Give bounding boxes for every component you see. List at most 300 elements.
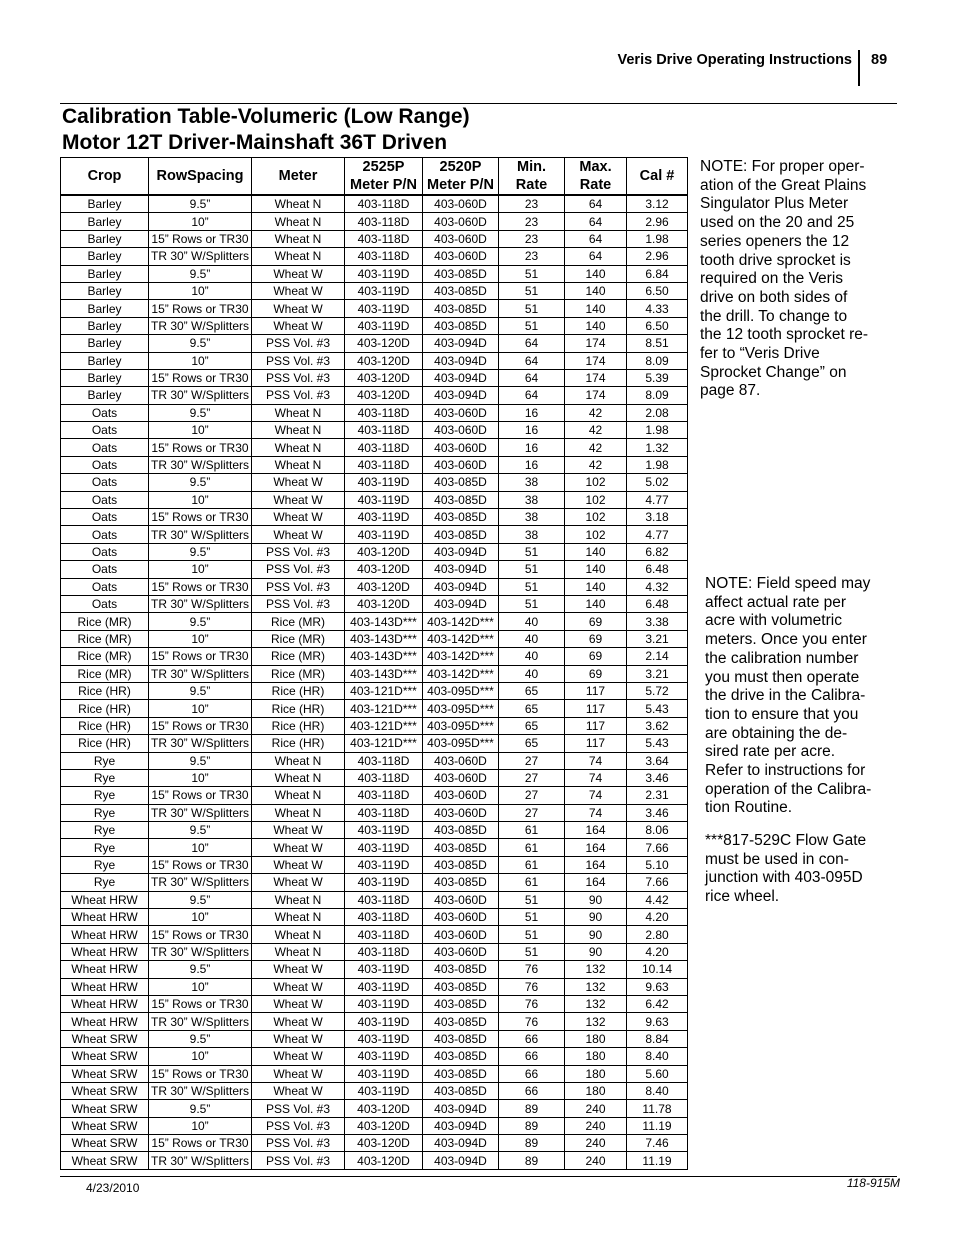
table-cell: 6.42 — [627, 995, 688, 1012]
table-cell: Wheat N — [252, 909, 345, 926]
table-cell: Barley — [61, 248, 149, 265]
table-cell: Oats — [61, 578, 149, 595]
table-cell: 51 — [499, 543, 565, 560]
table-cell: 15” Rows or TR30 — [149, 300, 252, 317]
table-cell: 1.32 — [627, 439, 688, 456]
table-cell: 89 — [499, 1100, 565, 1117]
table-header-row — [61, 158, 688, 196]
table-row — [61, 1013, 688, 1030]
table-cell: 140 — [565, 543, 627, 560]
table-cell: 89 — [499, 1152, 565, 1169]
table-cell: 403-060D — [423, 769, 499, 786]
table-cell: 1.98 — [627, 456, 688, 473]
table-row — [61, 874, 688, 891]
table-cell: 403-119D — [345, 300, 423, 317]
table-cell: Wheat W — [252, 995, 345, 1012]
table-cell: 6.82 — [627, 543, 688, 560]
table-cell: 117 — [565, 717, 627, 734]
table-cell: 403-120D — [345, 1117, 423, 1134]
table-cell: 51 — [499, 561, 565, 578]
table-cell: Wheat W — [252, 822, 345, 839]
table-cell: 403-119D — [345, 282, 423, 299]
table-cell: PSS Vol. #3 — [252, 1100, 345, 1117]
table-cell: Wheat SRW — [61, 1030, 149, 1047]
table-cell: 403-120D — [345, 578, 423, 595]
table-cell: 42 — [565, 439, 627, 456]
table-cell: Barley — [61, 213, 149, 230]
table-cell: 180 — [565, 1030, 627, 1047]
table-cell: Oats — [61, 439, 149, 456]
table-cell: 23 — [499, 230, 565, 247]
table-cell: Wheat N — [252, 787, 345, 804]
column-header — [149, 158, 252, 196]
table-cell: 2.96 — [627, 213, 688, 230]
table-cell: 65 — [499, 682, 565, 699]
table-cell: 66 — [499, 1030, 565, 1047]
table-cell: 15” Rows or TR30 — [149, 1135, 252, 1152]
table-cell: Wheat W — [252, 961, 345, 978]
table-cell: 403-118D — [345, 804, 423, 821]
column-header-line: Meter P/N — [427, 177, 494, 193]
table-cell: 403-142D*** — [423, 630, 499, 647]
table-row — [61, 474, 688, 491]
table-cell: Wheat SRW — [61, 1135, 149, 1152]
table-cell: 3.21 — [627, 630, 688, 647]
table-cell: 10” — [149, 839, 252, 856]
table-cell: 10” — [149, 978, 252, 995]
table-cell: 117 — [565, 700, 627, 717]
table-cell: 403-118D — [345, 422, 423, 439]
table-cell: 9.5” — [149, 335, 252, 352]
table-cell: 403-094D — [423, 352, 499, 369]
table-cell: TR 30” W/Splitters — [149, 804, 252, 821]
column-header-line: RowSpacing — [156, 168, 244, 184]
table-cell: Wheat N — [252, 769, 345, 786]
table-cell: 89 — [499, 1135, 565, 1152]
column-header — [345, 158, 423, 196]
table-cell: 64 — [499, 369, 565, 386]
table-cell: 1.98 — [627, 422, 688, 439]
table-cell: 76 — [499, 961, 565, 978]
table-cell: 403-143D*** — [345, 648, 423, 665]
table-cell: 27 — [499, 804, 565, 821]
table-row — [61, 1135, 688, 1152]
table-cell: 9.63 — [627, 978, 688, 995]
table-cell: 11.19 — [627, 1152, 688, 1169]
table-row — [61, 509, 688, 526]
table-cell: TR 30” W/Splitters — [149, 317, 252, 334]
table-cell: 51 — [499, 578, 565, 595]
table-cell: 69 — [565, 613, 627, 630]
table-cell: 403-118D — [345, 752, 423, 769]
table-cell: 403-119D — [345, 317, 423, 334]
table-cell: 403-085D — [423, 874, 499, 891]
table-cell: 42 — [565, 404, 627, 421]
table-cell: Oats — [61, 526, 149, 543]
table-cell: 9.5” — [149, 195, 252, 213]
column-header-line: Rate — [579, 177, 612, 193]
table-cell: Wheat W — [252, 1048, 345, 1065]
table-cell: 64 — [565, 230, 627, 247]
table-cell: 4.33 — [627, 300, 688, 317]
table-cell: 42 — [565, 456, 627, 473]
table-cell: 403-118D — [345, 213, 423, 230]
table-row — [61, 613, 688, 630]
table-cell: PSS Vol. #3 — [252, 387, 345, 404]
table-cell: 61 — [499, 822, 565, 839]
table-row — [61, 682, 688, 699]
table-cell: TR 30” W/Splitters — [149, 526, 252, 543]
table-cell: 403-120D — [345, 595, 423, 612]
table-cell: 403-119D — [345, 874, 423, 891]
table-cell: PSS Vol. #3 — [252, 1152, 345, 1169]
table-cell: Wheat W — [252, 1013, 345, 1030]
table-cell: 403-119D — [345, 1048, 423, 1065]
table-row — [61, 856, 688, 873]
running-header-title: Veris Drive Operating Instructions — [617, 52, 852, 68]
table-cell: 7.66 — [627, 839, 688, 856]
table-cell: 240 — [565, 1152, 627, 1169]
table-row — [61, 230, 688, 247]
table-row — [61, 369, 688, 386]
column-header-line: Max. — [579, 159, 612, 175]
table-row — [61, 1100, 688, 1117]
table-row — [61, 648, 688, 665]
table-cell: 90 — [565, 891, 627, 908]
table-cell: Wheat W — [252, 265, 345, 282]
table-cell: 3.38 — [627, 613, 688, 630]
table-cell: Oats — [61, 491, 149, 508]
table-cell: Oats — [61, 561, 149, 578]
table-cell: 9.5” — [149, 1100, 252, 1117]
table-cell: 2.31 — [627, 787, 688, 804]
table-cell: 403-060D — [423, 230, 499, 247]
footer-date: 4/23/2010 — [86, 1181, 140, 1195]
table-cell: 403-121D*** — [345, 717, 423, 734]
table-cell: 15” Rows or TR30 — [149, 995, 252, 1012]
title-line-1: Calibration Table-Volumeric (Low Range) — [62, 105, 470, 128]
table-cell: 174 — [565, 387, 627, 404]
table-cell: 403-085D — [423, 509, 499, 526]
table-cell: 403-060D — [423, 195, 499, 213]
table-cell: 51 — [499, 909, 565, 926]
table-cell: 8.06 — [627, 822, 688, 839]
table-cell: 10” — [149, 282, 252, 299]
table-cell: 90 — [565, 943, 627, 960]
table-cell: Wheat W — [252, 282, 345, 299]
table-row — [61, 439, 688, 456]
table-cell: 15” Rows or TR30 — [149, 1065, 252, 1082]
table-cell: 403-118D — [345, 787, 423, 804]
table-cell: 2.14 — [627, 648, 688, 665]
column-header — [423, 158, 499, 196]
field-speed-note: NOTE: Field speed may affect actual rate per acre with volumetric meters. Once you enter the calibration number you must then operate the drive in the Calibra- tion to ensure that you are obtaining the de- sired rate per acre. Refer to instructions for operation of the Calibra- tion Routine. — [705, 575, 872, 817]
table-row — [61, 787, 688, 804]
table-cell: 403-085D — [423, 317, 499, 334]
table-cell: 8.84 — [627, 1030, 688, 1047]
table-cell: 102 — [565, 509, 627, 526]
table-cell: TR 30” W/Splitters — [149, 943, 252, 960]
table-cell: 3.62 — [627, 717, 688, 734]
table-row — [61, 769, 688, 786]
table-cell: 64 — [499, 387, 565, 404]
table-cell: 9.5” — [149, 474, 252, 491]
table-cell: 403-085D — [423, 265, 499, 282]
table-cell: 403-120D — [345, 1135, 423, 1152]
table-cell: 403-094D — [423, 561, 499, 578]
table-cell: Wheat W — [252, 1030, 345, 1047]
table-cell: 174 — [565, 352, 627, 369]
table-cell: 180 — [565, 1065, 627, 1082]
table-cell: 10” — [149, 769, 252, 786]
table-cell: 403-143D*** — [345, 613, 423, 630]
table-cell: PSS Vol. #3 — [252, 352, 345, 369]
column-header-line: Meter P/N — [350, 177, 417, 193]
table-cell: 403-142D*** — [423, 613, 499, 630]
table-cell: 403-121D*** — [345, 700, 423, 717]
table-cell: Barley — [61, 317, 149, 334]
table-cell: 40 — [499, 665, 565, 682]
table-cell: Wheat W — [252, 526, 345, 543]
table-cell: 164 — [565, 822, 627, 839]
table-cell: 16 — [499, 404, 565, 421]
column-header — [499, 158, 565, 196]
table-cell: 15” Rows or TR30 — [149, 648, 252, 665]
table-cell: 3.46 — [627, 804, 688, 821]
table-cell: Wheat HRW — [61, 943, 149, 960]
title-line-2: Motor 12T Driver-Mainshaft 36T Driven — [62, 131, 448, 154]
table-row — [61, 526, 688, 543]
table-cell: 40 — [499, 648, 565, 665]
table-cell: 403-060D — [423, 787, 499, 804]
table-row — [61, 282, 688, 299]
table-cell: 76 — [499, 1013, 565, 1030]
table-cell: Rye — [61, 822, 149, 839]
table-cell: Oats — [61, 474, 149, 491]
table-cell: 3.12 — [627, 195, 688, 213]
table-cell: Oats — [61, 404, 149, 421]
column-header-line: 2525P — [362, 159, 405, 175]
table-cell: 403-119D — [345, 526, 423, 543]
table-cell: 140 — [565, 595, 627, 612]
table-cell: 403-142D*** — [423, 648, 499, 665]
table-cell: 164 — [565, 874, 627, 891]
table-cell: 69 — [565, 665, 627, 682]
table-cell: Wheat SRW — [61, 1048, 149, 1065]
table-row — [61, 595, 688, 612]
table-cell: 140 — [565, 300, 627, 317]
table-cell: 164 — [565, 839, 627, 856]
table-cell: 174 — [565, 335, 627, 352]
table-cell: 403-085D — [423, 856, 499, 873]
table-cell: 9.5” — [149, 1030, 252, 1047]
table-cell: 403-119D — [345, 265, 423, 282]
table-cell: 27 — [499, 769, 565, 786]
table-row — [61, 213, 688, 230]
table-cell: 9.5” — [149, 404, 252, 421]
table-row — [61, 387, 688, 404]
table-cell: 27 — [499, 752, 565, 769]
table-row — [61, 195, 688, 213]
table-cell: 403-120D — [345, 352, 423, 369]
table-row — [61, 995, 688, 1012]
table-cell: Wheat N — [252, 926, 345, 943]
table-cell: 403-121D*** — [345, 682, 423, 699]
table-cell: Oats — [61, 595, 149, 612]
table-cell: 403-118D — [345, 248, 423, 265]
table-row — [61, 630, 688, 647]
table-cell: 8.40 — [627, 1082, 688, 1099]
table-cell: 1.98 — [627, 230, 688, 247]
table-cell: 5.72 — [627, 682, 688, 699]
page-title — [62, 104, 470, 156]
table-cell: TR 30” W/Splitters — [149, 456, 252, 473]
table-cell: 7.66 — [627, 874, 688, 891]
table-cell: PSS Vol. #3 — [252, 369, 345, 386]
table-cell: 403-120D — [345, 561, 423, 578]
table-cell: Wheat W — [252, 839, 345, 856]
table-cell: 240 — [565, 1135, 627, 1152]
table-cell: 3.46 — [627, 769, 688, 786]
table-cell: 4.42 — [627, 891, 688, 908]
table-cell: 76 — [499, 978, 565, 995]
table-cell: 11.19 — [627, 1117, 688, 1134]
table-cell: 6.48 — [627, 561, 688, 578]
table-row — [61, 752, 688, 769]
header-divider — [858, 50, 860, 86]
table-cell: 65 — [499, 717, 565, 734]
table-cell: Rice (HR) — [252, 717, 345, 734]
table-row — [61, 404, 688, 421]
table-row — [61, 804, 688, 821]
table-cell: 51 — [499, 891, 565, 908]
footer-doc-number: 118-915M — [846, 1176, 900, 1190]
table-cell: Barley — [61, 282, 149, 299]
table-cell: 403-085D — [423, 1082, 499, 1099]
footer-rule — [60, 1176, 897, 1177]
table-row — [61, 543, 688, 560]
table-cell: Rice (HR) — [61, 717, 149, 734]
table-cell: 61 — [499, 874, 565, 891]
table-cell: 38 — [499, 474, 565, 491]
table-cell: 403-094D — [423, 369, 499, 386]
table-cell: 403-118D — [345, 456, 423, 473]
table-row — [61, 909, 688, 926]
page-number: 89 — [871, 52, 888, 68]
table-cell: 403-118D — [345, 891, 423, 908]
table-cell: TR 30” W/Splitters — [149, 874, 252, 891]
table-cell: Rye — [61, 856, 149, 873]
table-cell: PSS Vol. #3 — [252, 1117, 345, 1134]
table-cell: 15” Rows or TR30 — [149, 369, 252, 386]
table-cell: Wheat SRW — [61, 1065, 149, 1082]
table-row — [61, 839, 688, 856]
table-cell: 9.5” — [149, 682, 252, 699]
table-cell: 66 — [499, 1065, 565, 1082]
table-cell: Wheat SRW — [61, 1152, 149, 1169]
table-cell: 180 — [565, 1048, 627, 1065]
table-cell: 403-143D*** — [345, 630, 423, 647]
table-cell: 51 — [499, 926, 565, 943]
table-cell: 403-085D — [423, 1030, 499, 1047]
table-cell: 132 — [565, 995, 627, 1012]
table-cell: 27 — [499, 787, 565, 804]
calibration-table — [60, 157, 688, 1170]
table-cell: Wheat W — [252, 978, 345, 995]
table-cell: 403-119D — [345, 961, 423, 978]
table-cell: 403-119D — [345, 1013, 423, 1030]
table-cell: 403-118D — [345, 439, 423, 456]
table-cell: PSS Vol. #3 — [252, 543, 345, 560]
table-cell: 403-060D — [423, 404, 499, 421]
table-cell: 102 — [565, 474, 627, 491]
table-cell: 51 — [499, 265, 565, 282]
table-cell: 66 — [499, 1082, 565, 1099]
table-cell: TR 30” W/Splitters — [149, 735, 252, 752]
table-cell: 15” Rows or TR30 — [149, 787, 252, 804]
table-cell: 7.46 — [627, 1135, 688, 1152]
table-cell: 9.5” — [149, 961, 252, 978]
table-cell: 403-120D — [345, 543, 423, 560]
table-cell: TR 30” W/Splitters — [149, 595, 252, 612]
table-cell: Rice (MR) — [252, 630, 345, 647]
table-cell: Wheat W — [252, 474, 345, 491]
table-cell: 10” — [149, 213, 252, 230]
table-cell: 403-119D — [345, 474, 423, 491]
table-cell: 403-118D — [345, 769, 423, 786]
column-header-line: Cal # — [639, 168, 675, 184]
table-cell: 65 — [499, 700, 565, 717]
table-cell: Wheat SRW — [61, 1082, 149, 1099]
table-cell: 5.39 — [627, 369, 688, 386]
table-cell: Rice (MR) — [252, 613, 345, 630]
table-cell: 403-085D — [423, 1065, 499, 1082]
column-header — [61, 158, 149, 196]
table-cell: 403-118D — [345, 943, 423, 960]
table-cell: 3.64 — [627, 752, 688, 769]
table-cell: 403-060D — [423, 213, 499, 230]
table-cell: 38 — [499, 509, 565, 526]
table-cell: Rice (HR) — [252, 700, 345, 717]
table-cell: 4.77 — [627, 491, 688, 508]
table-cell: 74 — [565, 787, 627, 804]
table-cell: Wheat HRW — [61, 909, 149, 926]
table-cell: 10” — [149, 909, 252, 926]
table-cell: 403-060D — [423, 909, 499, 926]
table-cell: 180 — [565, 1082, 627, 1099]
table-cell: 15” Rows or TR30 — [149, 439, 252, 456]
table-cell: 5.43 — [627, 700, 688, 717]
table-cell: Oats — [61, 509, 149, 526]
table-cell: 102 — [565, 491, 627, 508]
table-cell: Wheat HRW — [61, 891, 149, 908]
table-cell: Wheat W — [252, 317, 345, 334]
table-row — [61, 335, 688, 352]
column-header-line: Rate — [515, 177, 548, 193]
table-cell: Wheat HRW — [61, 1013, 149, 1030]
table-cell: 90 — [565, 926, 627, 943]
table-cell: PSS Vol. #3 — [252, 595, 345, 612]
table-cell: 403-094D — [423, 1152, 499, 1169]
table-cell: 117 — [565, 735, 627, 752]
table-cell: 403-094D — [423, 1117, 499, 1134]
table-cell: 40 — [499, 630, 565, 647]
table-cell: 403-118D — [345, 909, 423, 926]
table-cell: 117 — [565, 682, 627, 699]
table-cell: Wheat W — [252, 509, 345, 526]
table-cell: 10” — [149, 491, 252, 508]
table-row — [61, 300, 688, 317]
